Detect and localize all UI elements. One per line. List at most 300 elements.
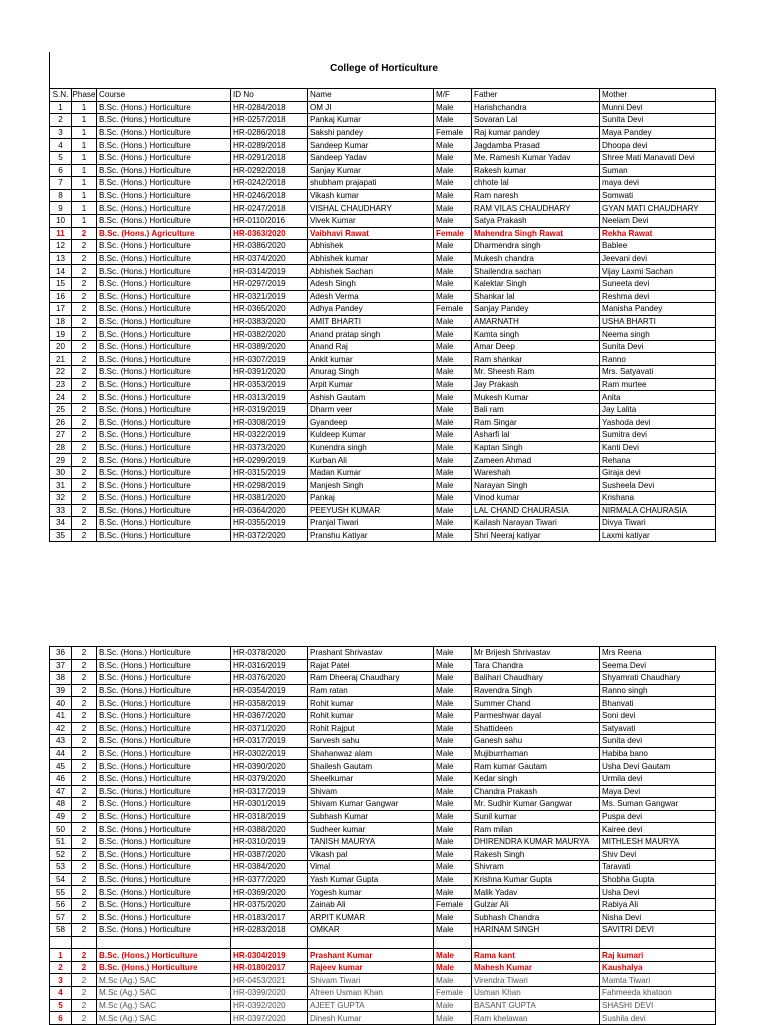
course-cell: B.Sc. (Hons.) Horticulture	[97, 861, 231, 874]
gender-cell: Male	[434, 340, 472, 353]
gender-cell: Male	[434, 659, 472, 672]
gender-cell: Male	[434, 798, 472, 811]
mother-cell: Yashoda devi	[600, 416, 716, 429]
sn-cell: 55	[50, 886, 72, 899]
name-cell: OMKAR	[308, 924, 434, 937]
course-cell: B.Sc. (Hons.) Horticulture	[97, 277, 231, 290]
mother-cell: Somwati	[600, 189, 716, 202]
mother-cell: Ram murtee	[600, 378, 716, 391]
father-cell: Sanjay Pandey	[472, 303, 600, 316]
table-header-row	[50, 89, 716, 102]
sn-cell: 21	[50, 353, 72, 366]
id-cell: HR-0302/2019	[231, 747, 308, 760]
father-cell: Shivram	[472, 861, 600, 874]
phase-cell: 2	[72, 810, 97, 823]
id-cell: HR-0283/2018	[231, 924, 308, 937]
mother-cell: Seema Devi	[600, 659, 716, 672]
id-cell: HR-0286/2018	[231, 126, 308, 139]
father-cell: Kalektar Singh	[472, 277, 600, 290]
mother-cell: Krishana	[600, 492, 716, 505]
name-cell: Rohit kumar	[308, 709, 434, 722]
course-cell: Course	[97, 89, 231, 102]
father-cell: Shailendra sachan	[472, 265, 600, 278]
id-cell: HR-0289/2018	[231, 139, 308, 152]
mother-cell: Maya Devi	[600, 785, 716, 798]
table-row	[50, 240, 716, 253]
id-cell: HR-0381/2020	[231, 492, 308, 505]
gender-cell: Male	[434, 949, 472, 962]
course-cell: B.Sc. (Hons.) Horticulture	[97, 735, 231, 748]
gender-cell: Male	[434, 315, 472, 328]
father-cell: Mr. Sudhir Kumar Gangwar	[472, 798, 600, 811]
sn-cell: 37	[50, 659, 72, 672]
phase-cell: 2	[72, 823, 97, 836]
father-cell: Raj kumar pandey	[472, 126, 600, 139]
phase-cell: 1	[72, 214, 97, 227]
father-cell: AMARNATH	[472, 315, 600, 328]
gender-cell: Male	[434, 886, 472, 899]
name-cell: TANISH MAURYA	[308, 835, 434, 848]
id-cell: HR-0242/2018	[231, 177, 308, 190]
phase-cell: 2	[72, 353, 97, 366]
gender-cell: Male	[434, 709, 472, 722]
phase-cell: 2	[72, 697, 97, 710]
course-cell: B.Sc. (Hons.) Horticulture	[97, 114, 231, 127]
table-row	[50, 659, 716, 672]
course-cell: B.Sc. (Hons.) Horticulture	[97, 353, 231, 366]
id-cell: HR-0318/2019	[231, 810, 308, 823]
id-cell: HR-0297/2019	[231, 277, 308, 290]
name-cell: Sakshi pandey	[308, 126, 434, 139]
id-cell: HR-0369/2020	[231, 886, 308, 899]
course-cell: B.Sc. (Hons.) Horticulture	[97, 340, 231, 353]
father-cell: Chandra Prakash	[472, 785, 600, 798]
sn-cell: 13	[50, 252, 72, 265]
sn-cell: 42	[50, 722, 72, 735]
father-cell: RAM VILAS CHAUDHARY	[472, 202, 600, 215]
phase-cell: 2	[72, 1012, 97, 1025]
gender-cell: Male	[434, 114, 472, 127]
table-row	[50, 722, 716, 735]
name-cell: Abhishek Sachan	[308, 265, 434, 278]
father-cell: Mukesh chandra	[472, 252, 600, 265]
mother-cell: Bhanvati	[600, 697, 716, 710]
gender-cell: Male	[434, 911, 472, 924]
gender-cell: Male	[434, 924, 472, 937]
mother-cell: Neelam Devi	[600, 214, 716, 227]
sn-cell: 9	[50, 202, 72, 215]
id-cell: HR-0379/2020	[231, 772, 308, 785]
sn-cell: 45	[50, 760, 72, 773]
table-row	[50, 290, 716, 303]
table-row	[50, 353, 716, 366]
phase-cell: 2	[72, 303, 97, 316]
gender-cell: Male	[434, 353, 472, 366]
course-cell: B.Sc. (Hons.) Horticulture	[97, 517, 231, 530]
gender-cell: Female	[434, 227, 472, 240]
id-cell: HR-0383/2020	[231, 315, 308, 328]
father-cell: Me. Ramesh Kumar Yadav	[472, 151, 600, 164]
course-cell: B.Sc. (Hons.) Horticulture	[97, 760, 231, 773]
sn-cell: 41	[50, 709, 72, 722]
id-cell: HR-0374/2020	[231, 252, 308, 265]
course-cell	[97, 936, 231, 949]
gender-cell: Male	[434, 139, 472, 152]
phase-cell: 2	[72, 722, 97, 735]
father-cell: Kamta singh	[472, 328, 600, 341]
name-cell: Name	[308, 89, 434, 102]
name-cell: Anand Raj	[308, 340, 434, 353]
id-cell: HR-0355/2019	[231, 517, 308, 530]
father-cell: Rakesh kumar	[472, 164, 600, 177]
name-cell: Manjesh Singh	[308, 479, 434, 492]
sn-cell: 19	[50, 328, 72, 341]
student-table-part-2	[49, 646, 716, 1025]
name-cell: Rohit Rajput	[308, 722, 434, 735]
sn-cell: 5	[50, 151, 72, 164]
phase-cell: 2	[72, 835, 97, 848]
course-cell: B.Sc. (Hons.) Horticulture	[97, 873, 231, 886]
course-cell: B.Sc. (Hons.) Horticulture	[97, 315, 231, 328]
id-cell: HR-0397/2020	[231, 1012, 308, 1025]
id-cell: HR-0315/2019	[231, 466, 308, 479]
gender-cell: Male	[434, 277, 472, 290]
name-cell: Madan Kumar	[308, 466, 434, 479]
gender-cell: Male	[434, 529, 472, 542]
sn-cell: 24	[50, 391, 72, 404]
table-row	[50, 987, 716, 1000]
sn-cell: 14	[50, 265, 72, 278]
phase-cell: 2	[72, 735, 97, 748]
mother-cell: Sumitra devi	[600, 429, 716, 442]
sn-cell: 17	[50, 303, 72, 316]
table-row	[50, 151, 716, 164]
mother-cell: Kanti Devi	[600, 441, 716, 454]
sn-cell: 20	[50, 340, 72, 353]
name-cell: Yogesh kumar	[308, 886, 434, 899]
mother-cell: Jeevani devi	[600, 252, 716, 265]
name-cell: Sandeep Kumar	[308, 139, 434, 152]
sn-cell: 3	[50, 126, 72, 139]
father-cell: Rakesh Singh	[472, 848, 600, 861]
table-row	[50, 873, 716, 886]
mother-cell: Manisha Pandey	[600, 303, 716, 316]
father-cell: Kedar singh	[472, 772, 600, 785]
sn-cell: 30	[50, 466, 72, 479]
phase-cell: 2	[72, 772, 97, 785]
gender-cell: Female	[434, 126, 472, 139]
course-cell: B.Sc. (Hons.) Horticulture	[97, 265, 231, 278]
sn-cell: 33	[50, 504, 72, 517]
phase-cell: 2	[72, 659, 97, 672]
sn-cell: 32	[50, 492, 72, 505]
phase-cell: 2	[72, 747, 97, 760]
mother-cell: Taravati	[600, 861, 716, 874]
course-cell: B.Sc. (Hons.) Horticulture	[97, 454, 231, 467]
sn-cell: 18	[50, 315, 72, 328]
father-cell	[472, 936, 600, 949]
sn-cell: 50	[50, 823, 72, 836]
id-cell: HR-0372/2020	[231, 529, 308, 542]
gender-cell	[434, 936, 472, 949]
father-cell: Jagdamba Prasad	[472, 139, 600, 152]
phase-cell: Phase	[72, 90, 96, 100]
father-cell: Father	[472, 89, 600, 102]
name-cell: Sudheer kumar	[308, 823, 434, 836]
father-cell: Ram milan	[472, 823, 600, 836]
name-cell: Vimal	[308, 861, 434, 874]
gender-cell: Male	[434, 214, 472, 227]
name-cell: Vikash pal	[308, 848, 434, 861]
name-cell: Anurag Singh	[308, 366, 434, 379]
name-cell: Sanjay Kumar	[308, 164, 434, 177]
id-cell: HR-0317/2019	[231, 785, 308, 798]
father-cell: Ram shankar	[472, 353, 600, 366]
sn-cell: 10	[50, 214, 72, 227]
name-cell: Anand pratap singh	[308, 328, 434, 341]
id-cell: HR-0110/2016	[231, 214, 308, 227]
id-cell: HR-0384/2020	[231, 861, 308, 874]
course-cell: B.Sc. (Hons.) Horticulture	[97, 466, 231, 479]
table-row	[50, 747, 716, 760]
table-row	[50, 265, 716, 278]
sn-cell: 44	[50, 747, 72, 760]
id-cell: HR-0301/2019	[231, 798, 308, 811]
course-cell: B.Sc. (Hons.) Horticulture	[97, 214, 231, 227]
mother-cell: Divya Tiwari	[600, 517, 716, 530]
mother-cell: Kaushalya	[600, 961, 716, 974]
id-cell: HR-0247/2018	[231, 202, 308, 215]
father-cell: HARINAM SINGH	[472, 924, 600, 937]
name-cell: shubham prajapati	[308, 177, 434, 190]
sn-cell: 31	[50, 479, 72, 492]
father-cell: BASANT GUPTA	[472, 999, 600, 1012]
sn-cell: 27	[50, 429, 72, 442]
father-cell: Mahesh Kumar	[472, 961, 600, 974]
table-row	[50, 772, 716, 785]
id-cell: HR-0391/2020	[231, 366, 308, 379]
id-cell: HR-0292/2018	[231, 164, 308, 177]
sn-cell: 49	[50, 810, 72, 823]
mother-cell: Laxmi katiyar	[600, 529, 716, 542]
mother-cell: Usha Devi Gautam	[600, 760, 716, 773]
name-cell: Vaibhavi Rawat	[308, 227, 434, 240]
table-row	[50, 911, 716, 924]
father-cell: Ravendra Singh	[472, 684, 600, 697]
table-row	[50, 252, 716, 265]
table-row	[50, 315, 716, 328]
phase-cell: 2	[72, 898, 97, 911]
sn-cell: 36	[50, 647, 72, 660]
course-cell: M.Sc (Ag.) SAC	[97, 999, 231, 1012]
name-cell: Afreen Usman Khan	[308, 987, 434, 1000]
table-row	[50, 479, 716, 492]
mother-cell: Mamta Tiwari	[600, 974, 716, 987]
mother-cell: Shree Mati Manavati Devi	[600, 151, 716, 164]
phase-cell: 2	[72, 466, 97, 479]
id-cell: HR-0367/2020	[231, 709, 308, 722]
gender-cell: Male	[434, 772, 472, 785]
father-cell: Sovaran Lal	[472, 114, 600, 127]
gender-cell: Male	[434, 391, 472, 404]
gender-cell: Male	[434, 328, 472, 341]
gender-cell: Male	[434, 835, 472, 848]
father-cell: Krishna Kumar Gupta	[472, 873, 600, 886]
father-cell: Amar Deep	[472, 340, 600, 353]
phase-cell: 2	[72, 429, 97, 442]
mother-cell: Reshma devi	[600, 290, 716, 303]
gender-cell: Male	[434, 403, 472, 416]
name-cell: Vikash kumar	[308, 189, 434, 202]
phase-cell: 2	[72, 290, 97, 303]
name-cell: Pranshu Katiyar	[308, 529, 434, 542]
sn-cell: 40	[50, 697, 72, 710]
mother-cell: Kairee devi	[600, 823, 716, 836]
sn-cell: 1	[50, 949, 72, 962]
sn-cell: 3	[50, 974, 72, 987]
father-cell: Narayan Singh	[472, 479, 600, 492]
gender-cell: Male	[434, 810, 472, 823]
gender-cell: Male	[434, 466, 472, 479]
table-row	[50, 277, 716, 290]
phase-cell: 1	[72, 101, 97, 114]
sn-cell: 58	[50, 924, 72, 937]
father-cell: Bali ram	[472, 403, 600, 416]
father-cell: Virendra Tiwari	[472, 974, 600, 987]
phase-cell: 2	[72, 227, 97, 240]
table-row	[50, 961, 716, 974]
id-cell: HR-0387/2020	[231, 848, 308, 861]
table-row	[50, 101, 716, 114]
gender-cell: Male	[434, 202, 472, 215]
name-cell: Abhishek	[308, 240, 434, 253]
mother-cell: GYAN MATI CHAUDHARY	[600, 202, 716, 215]
name-cell: Pranjal Tiwari	[308, 517, 434, 530]
father-cell: Gulzar Ali	[472, 898, 600, 911]
table-row	[50, 466, 716, 479]
name-cell: Ram ratan	[308, 684, 434, 697]
course-cell: B.Sc. (Hons.) Horticulture	[97, 391, 231, 404]
gender-cell: Male	[434, 378, 472, 391]
table-row	[50, 835, 716, 848]
table-row	[50, 823, 716, 836]
name-cell: OM JI	[308, 101, 434, 114]
gender-cell: Male	[434, 101, 472, 114]
course-cell: B.Sc. (Hons.) Horticulture	[97, 441, 231, 454]
name-cell: Sandeep Yadav	[308, 151, 434, 164]
course-cell: B.Sc. (Hons.) Horticulture	[97, 659, 231, 672]
name-cell: Abhishek kumar	[308, 252, 434, 265]
course-cell: M.Sc (Ag.) SAC	[97, 987, 231, 1000]
id-cell: HR-0322/2019	[231, 429, 308, 442]
phase-cell: 2	[72, 403, 97, 416]
gender-cell: Male	[434, 1012, 472, 1025]
course-cell: B.Sc. (Hons.) Horticulture	[97, 504, 231, 517]
father-cell: Shattideen	[472, 722, 600, 735]
father-cell: Vinod kumar	[472, 492, 600, 505]
table-row	[50, 391, 716, 404]
mother-cell: Puspa devi	[600, 810, 716, 823]
id-cell: HR-0354/2019	[231, 684, 308, 697]
id-cell: HR-0364/2020	[231, 504, 308, 517]
name-cell: Sheelkumar	[308, 772, 434, 785]
sn-cell: 26	[50, 416, 72, 429]
id-cell: HR-0319/2019	[231, 403, 308, 416]
name-cell	[308, 936, 434, 949]
phase-cell: 2	[72, 378, 97, 391]
id-cell: HR-0313/2019	[231, 391, 308, 404]
phase-cell: 1	[72, 189, 97, 202]
sn-cell: 2	[50, 114, 72, 127]
name-cell: Shivam Tiwari	[308, 974, 434, 987]
name-cell: Kunendra singh	[308, 441, 434, 454]
sn-cell: 48	[50, 798, 72, 811]
course-cell: B.Sc. (Hons.) Horticulture	[97, 798, 231, 811]
phase-cell: 1	[72, 164, 97, 177]
father-cell: Sunil kumar	[472, 810, 600, 823]
course-cell: B.Sc. (Hons.) Horticulture	[97, 747, 231, 760]
course-cell: B.Sc. (Hons.) Horticulture	[97, 709, 231, 722]
gender-cell: Male	[434, 240, 472, 253]
id-cell: HR-0371/2020	[231, 722, 308, 735]
id-cell: HR-0386/2020	[231, 240, 308, 253]
id-cell: HR-0389/2020	[231, 340, 308, 353]
mother-cell: Suman	[600, 164, 716, 177]
course-cell: B.Sc. (Hons.) Horticulture	[97, 240, 231, 253]
father-cell: Shri Neeraj katiyar	[472, 529, 600, 542]
gender-cell: Male	[434, 454, 472, 467]
table-row	[50, 529, 716, 542]
course-cell: B.Sc. (Hons.) Horticulture	[97, 848, 231, 861]
table-row	[50, 886, 716, 899]
phase-cell: 2	[72, 709, 97, 722]
name-cell: Subhash Kumar	[308, 810, 434, 823]
phase-cell: 2	[72, 873, 97, 886]
course-cell: B.Sc. (Hons.) Horticulture	[97, 479, 231, 492]
sn-cell: 51	[50, 835, 72, 848]
phase-cell	[72, 936, 97, 949]
phase-cell: 2	[72, 328, 97, 341]
gender-cell: Male	[434, 760, 472, 773]
name-cell: Adhya Pandey	[308, 303, 434, 316]
name-cell: Zainab Ali	[308, 898, 434, 911]
sn-cell: 34	[50, 517, 72, 530]
gender-cell: Male	[434, 265, 472, 278]
sn-cell: 29	[50, 454, 72, 467]
gender-cell: Male	[434, 684, 472, 697]
table-row	[50, 328, 716, 341]
table-spacer-row	[50, 936, 716, 949]
name-cell: Shivam	[308, 785, 434, 798]
name-cell: Vivek Kumar	[308, 214, 434, 227]
gender-cell: Female	[434, 987, 472, 1000]
father-cell: Subhash Chandra	[472, 911, 600, 924]
table-row	[50, 202, 716, 215]
name-cell: Kurban Ali	[308, 454, 434, 467]
table-row	[50, 189, 716, 202]
course-cell: B.Sc. (Hons.) Horticulture	[97, 378, 231, 391]
mother-cell: Dhoopa devi	[600, 139, 716, 152]
sn-cell: 12	[50, 240, 72, 253]
table-row	[50, 403, 716, 416]
id-cell: HR-0308/2019	[231, 416, 308, 429]
mother-cell: NIRMALA CHAURASIA	[600, 504, 716, 517]
name-cell: ARPIT KUMAR	[308, 911, 434, 924]
course-cell: B.Sc. (Hons.) Horticulture	[97, 328, 231, 341]
table-row	[50, 785, 716, 798]
sn-cell: 6	[50, 164, 72, 177]
name-cell: Sarvesh sahu	[308, 735, 434, 748]
